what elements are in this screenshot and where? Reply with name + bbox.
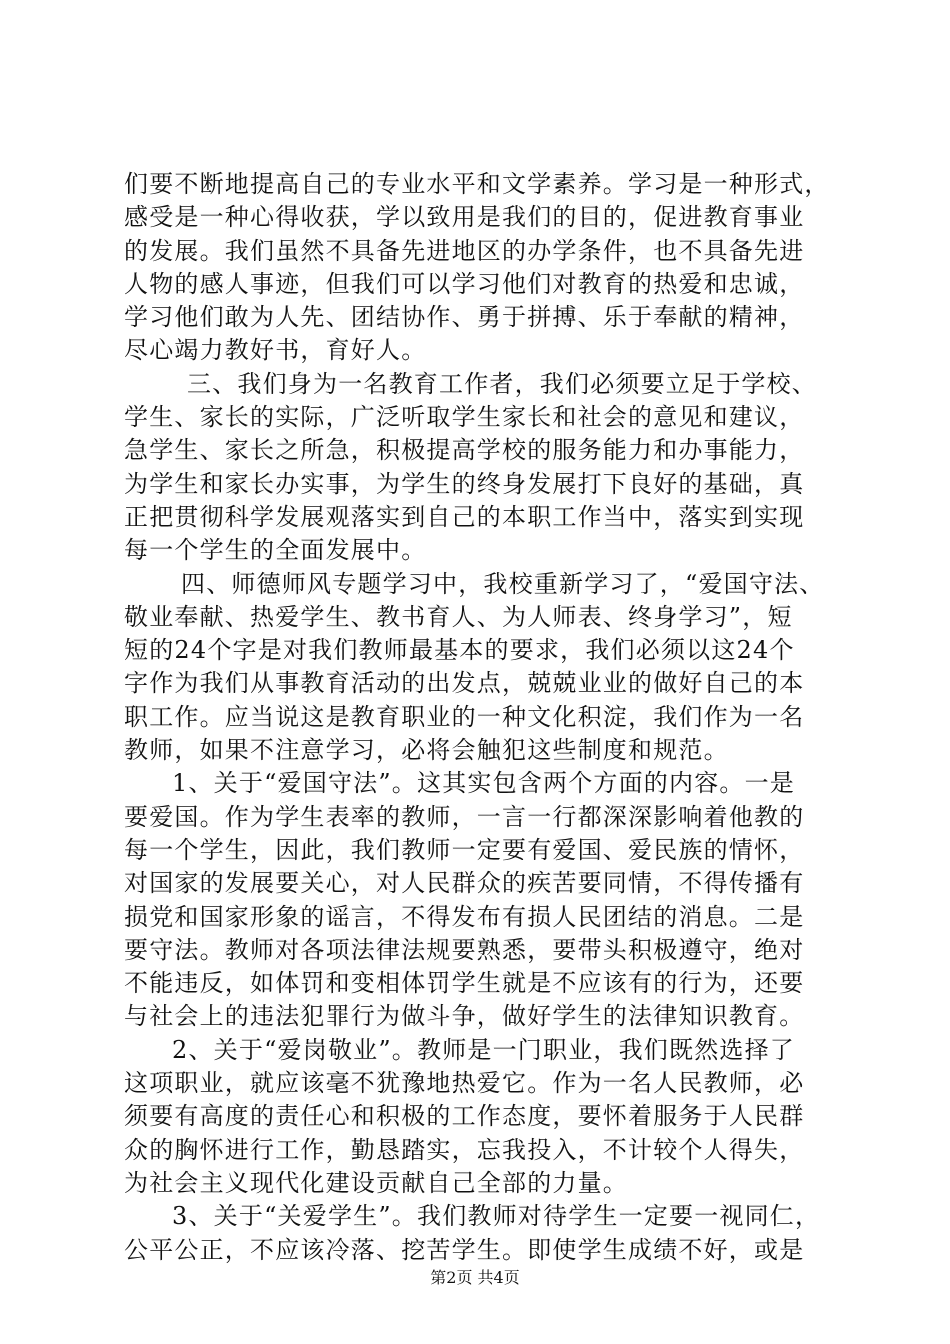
paragraph-start-line: 2、关于“爱岗敬业”。教师是一门职业，我们既然选择了 <box>172 1035 796 1064</box>
page-footer <box>0 1268 950 1288</box>
text-line: 尽心竭力教好书，育好人。 <box>124 336 427 365</box>
text-line: 正把贯彻科学发展观落实到自己的本职工作当中，落实到实现 <box>124 502 805 531</box>
text-line: 敬业奉献、热爱学生、教书育人、为人师表、终身学习”，短 <box>124 602 793 631</box>
text-line: 为社会主义现代化建设贡献自己全部的力量。 <box>124 1168 628 1197</box>
text-line: 为学生和家长办实事，为学生的终身发展打下良好的基础，真 <box>124 469 805 498</box>
text-line: 职工作。应当说这是教育职业的一种文化积淀，我们作为一名 <box>124 702 805 731</box>
text-line: 字作为我们从事教育活动的出发点，兢兢业业的做好自己的本 <box>124 669 805 698</box>
paragraph-start-line: 1、关于“爱国守法”。这其实包含两个方面的内容。一是 <box>172 769 796 798</box>
paragraph-start-line: 三、我们身为一名教育工作者，我们必须要立足于学校、 <box>187 369 817 398</box>
text-line: 感受是一种心得收获，学以致用是我们的目的，促进教育事业 <box>124 203 805 232</box>
text-line: 每一个学生，因此，我们教师一定要有爱国、爱民族的情怀， <box>124 835 805 864</box>
text-line: 公平公正，不应该冷落、挖苦学生。即使学生成绩不好，或是 <box>124 1235 805 1264</box>
text-line: 们要不断地提高自己的专业水平和文学素养。学习是一种形式， <box>124 170 830 198</box>
text-line: 须要有高度的责任心和积极的工作态度，要怀着服务于人民群 <box>124 1102 805 1131</box>
text-line: 每一个学生的全面发展中。 <box>124 536 427 565</box>
text-line: 对国家的发展要关心，对人民群众的疾苦要同情，不得传播有 <box>124 869 805 898</box>
text-line: 要守法。教师对各项法律法规要熟悉，要带头积极遵守，绝对 <box>124 935 805 964</box>
text-line: 不能违反，如体罚和变相体罚学生就是不应该有的行为，还要 <box>124 969 805 998</box>
text-line: 教师，如果不注意学习，必将会触犯这些制度和规范。 <box>124 736 729 765</box>
paragraph-start-line: 四、师德师风专题学习中，我校重新学习了，“爱国守法、 <box>181 569 825 598</box>
paragraph-start-line: 3、关于“关爱学生”。我们教师对待学生一定要一视同仁， <box>172 1202 821 1231</box>
text-line: 的发展。我们虽然不具备先进地区的办学条件，也不具备先进 <box>124 236 805 265</box>
document-body <box>124 168 832 1267</box>
text-line: 人物的感人事迹，但我们可以学习他们对教育的热爱和忠诚， <box>124 269 805 298</box>
text-line: 众的胸怀进行工作，勤恳踏实，忘我投入，不计较个人得失， <box>124 1135 805 1164</box>
text-line: 这项职业，就应该毫不犹豫地热爱它。作为一名人民教师，必 <box>124 1069 805 1098</box>
text-line: 要爱国。作为学生表率的教师，一言一行都深深影响着他教的 <box>124 802 805 831</box>
text-line: 损党和国家形象的谣言，不得发布有损人民团结的消息。二是 <box>124 902 805 931</box>
text-line: 学生、家长的实际，广泛听取学生家长和社会的意见和建议， <box>124 403 805 432</box>
text-line: 与社会上的违法犯罪行为做斗争，做好学生的法律知识教育。 <box>124 1002 805 1031</box>
text-line: 急学生、家长之所急，积极提高学校的服务能力和办事能力， <box>124 436 805 465</box>
page-number-label: 第2页 共4页 <box>430 1268 520 1287</box>
text-line: 短的24个字是对我们教师最基本的要求，我们必须以这24个 <box>124 636 795 665</box>
text-line: 学习他们敢为人先、团结协作、勇于拼搏、乐于奉献的精神， <box>124 303 805 332</box>
